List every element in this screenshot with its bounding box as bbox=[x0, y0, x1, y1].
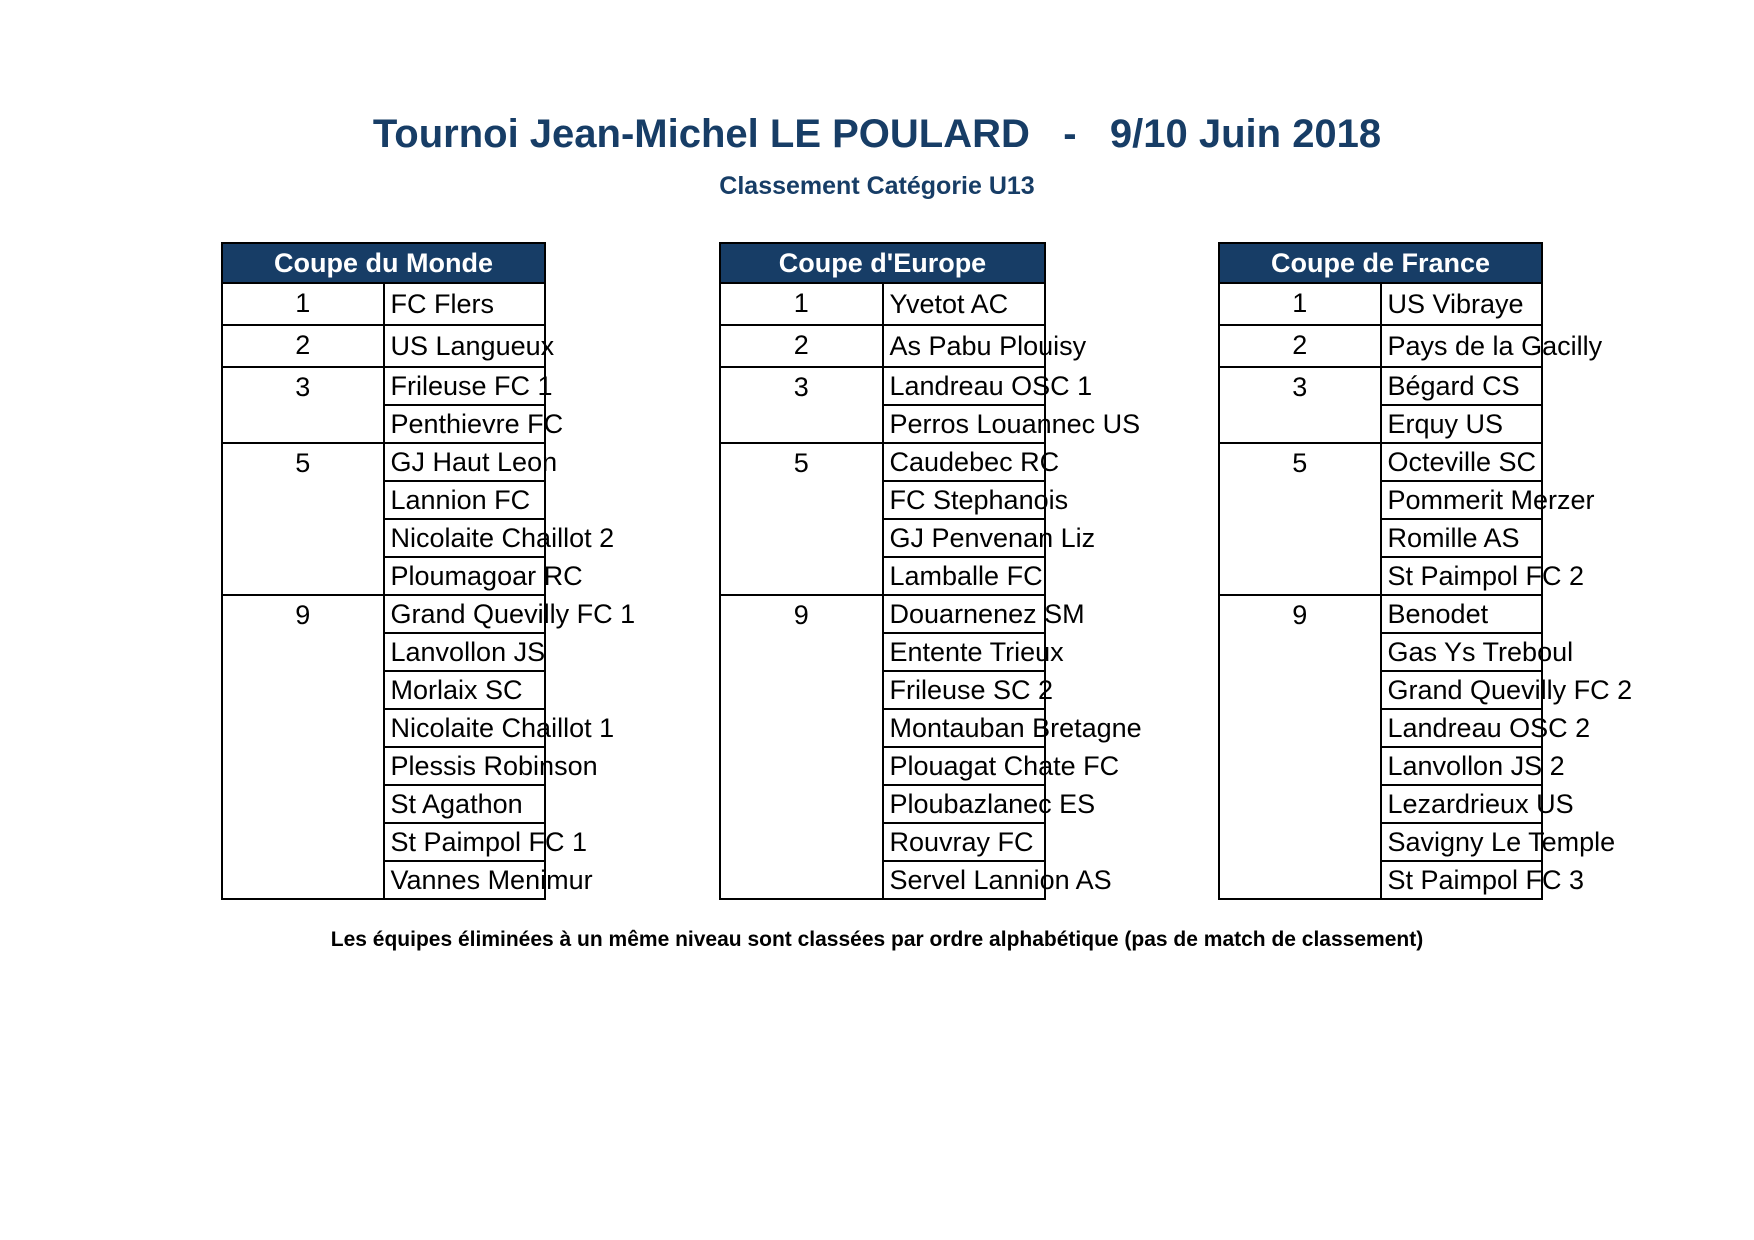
team-name-cell: Vannes Menimur bbox=[384, 861, 546, 899]
rank-cell: 9 bbox=[222, 595, 384, 899]
table-row bbox=[222, 443, 545, 481]
page-subtitle: Classement Catégorie U13 bbox=[719, 172, 1035, 200]
footnote: Les équipes éliminées à un même niveau sont classées par ordre alphabétique (pas de match de classement) bbox=[330, 928, 1424, 951]
team-name-cell: Nicolaite Chaillot 1 bbox=[384, 709, 546, 747]
team-name-cell: Yvetot AC bbox=[883, 283, 1046, 325]
team-name-cell: Grand Quevilly FC 1 bbox=[384, 595, 546, 633]
team-name-cell: Frileuse FC 1 bbox=[384, 367, 546, 405]
team-name-cell: FC Flers bbox=[384, 283, 546, 325]
team-name-cell: Caudebec RC bbox=[883, 443, 1046, 481]
rank-cell: 1 bbox=[720, 283, 883, 325]
table-row bbox=[720, 367, 1045, 405]
ranking-table-coupe-de-france bbox=[1218, 242, 1633, 900]
team-name-cell: Lezardrieux US bbox=[1381, 785, 1543, 823]
table-header: Coupe d'Europe bbox=[720, 243, 1045, 283]
team-name-cell: St Paimpol FC 2 bbox=[1381, 557, 1543, 595]
page-title: Tournoi Jean-Michel LE POULARD - 9/10 Juin 2018 bbox=[372, 112, 1382, 156]
table-row bbox=[1219, 595, 1542, 633]
rank-cell: 5 bbox=[1219, 443, 1381, 595]
rank-cell: 1 bbox=[1219, 283, 1381, 325]
team-name-cell: Bégard CS bbox=[1381, 367, 1543, 405]
rank-cell: 2 bbox=[222, 325, 384, 367]
rank-cell: 3 bbox=[222, 367, 384, 443]
team-name-cell: Nicolaite Chaillot 2 bbox=[384, 519, 546, 557]
table-row bbox=[720, 595, 1045, 633]
team-name-cell: St Agathon bbox=[384, 785, 546, 823]
team-name-cell: Pommerit Merzer bbox=[1381, 481, 1543, 519]
team-name-cell: Plouagat Chate FC bbox=[883, 747, 1046, 785]
rank-cell: 9 bbox=[720, 595, 883, 899]
rank-cell: 3 bbox=[1219, 367, 1381, 443]
team-name-cell: Lanvollon JS bbox=[384, 633, 546, 671]
team-name-cell: Ploubazlanec ES bbox=[883, 785, 1046, 823]
team-name-cell: US Vibraye bbox=[1381, 283, 1543, 325]
team-name-cell: As Pabu Plouisy bbox=[883, 325, 1046, 367]
team-name-cell: Plessis Robinson bbox=[384, 747, 546, 785]
team-name-cell: Landreau OSC 2 bbox=[1381, 709, 1543, 747]
team-name-cell: Montauban Bretagne bbox=[883, 709, 1046, 747]
team-name-cell: Lannion FC bbox=[384, 481, 546, 519]
team-name-cell: Perros Louannec US bbox=[883, 405, 1046, 443]
table-row bbox=[222, 367, 545, 405]
team-name-cell: Erquy US bbox=[1381, 405, 1543, 443]
table-row bbox=[1219, 367, 1542, 405]
team-name-cell: FC Stephanois bbox=[883, 481, 1046, 519]
team-name-cell: Octeville SC bbox=[1381, 443, 1543, 481]
team-name-cell: Servel Lannion AS bbox=[883, 861, 1046, 899]
team-name-cell: US Langueux bbox=[384, 325, 546, 367]
rank-cell: 3 bbox=[720, 367, 883, 443]
team-name-cell: Ploumagoar RC bbox=[384, 557, 546, 595]
team-name-cell: GJ Penvenan Liz bbox=[883, 519, 1046, 557]
team-name-cell: Landreau OSC 1 bbox=[883, 367, 1046, 405]
ranking-table-coupe-du-monde bbox=[221, 242, 636, 900]
team-name-cell: Grand Quevilly FC 2 bbox=[1381, 671, 1543, 709]
team-name-cell: Rouvray FC bbox=[883, 823, 1046, 861]
table-row bbox=[720, 443, 1045, 481]
table-row bbox=[222, 325, 545, 367]
table-header: Coupe de France bbox=[1219, 243, 1542, 283]
team-name-cell: Pays de la Gacilly bbox=[1381, 325, 1543, 367]
team-name-cell: Frileuse SC 2 bbox=[883, 671, 1046, 709]
team-name-cell: Entente Trieux bbox=[883, 633, 1046, 671]
table-row bbox=[1219, 443, 1542, 481]
table-row bbox=[1219, 325, 1542, 367]
table-header: Coupe du Monde bbox=[222, 243, 545, 283]
team-name-cell: Benodet bbox=[1381, 595, 1543, 633]
table-row bbox=[222, 283, 545, 325]
rank-cell: 5 bbox=[222, 443, 384, 595]
rank-cell: 2 bbox=[720, 325, 883, 367]
team-name-cell: St Paimpol FC 3 bbox=[1381, 861, 1543, 899]
rank-cell: 5 bbox=[720, 443, 883, 595]
team-name-cell: Penthievre FC bbox=[384, 405, 546, 443]
team-name-cell: Lanvollon JS 2 bbox=[1381, 747, 1543, 785]
team-name-cell: St Paimpol FC 1 bbox=[384, 823, 546, 861]
team-name-cell: Gas Ys Treboul bbox=[1381, 633, 1543, 671]
rank-cell: 2 bbox=[1219, 325, 1381, 367]
ranking-table-coupe-d-europe bbox=[719, 242, 1142, 900]
rank-cell: 1 bbox=[222, 283, 384, 325]
table-row bbox=[222, 595, 545, 633]
team-name-cell: GJ Haut Leon bbox=[384, 443, 546, 481]
table-row bbox=[720, 283, 1045, 325]
table-row bbox=[720, 325, 1045, 367]
rank-cell: 9 bbox=[1219, 595, 1381, 899]
team-name-cell: Romille AS bbox=[1381, 519, 1543, 557]
team-name-cell: Douarnenez SM bbox=[883, 595, 1046, 633]
team-name-cell: Morlaix SC bbox=[384, 671, 546, 709]
team-name-cell: Lamballe FC bbox=[883, 557, 1046, 595]
table-row bbox=[1219, 283, 1542, 325]
team-name-cell: Savigny Le Temple bbox=[1381, 823, 1543, 861]
